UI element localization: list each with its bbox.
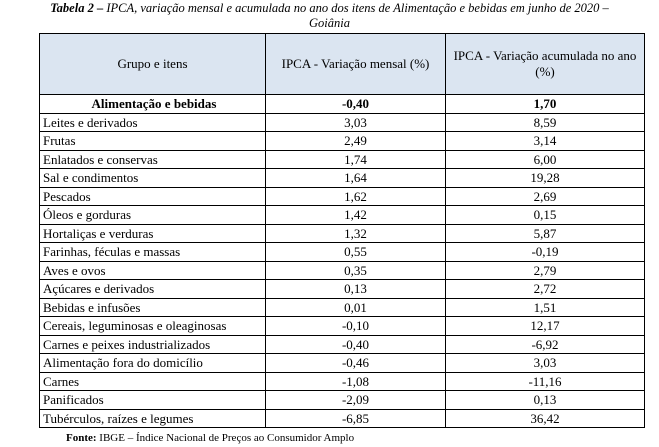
item-mensal: 1,32: [266, 224, 446, 243]
table-source: [66, 432, 354, 445]
item-acumulada: 19,28: [446, 169, 645, 188]
table-row: [40, 280, 645, 299]
item-acumulada: 2,79: [446, 261, 645, 280]
item-mensal: 1,74: [266, 150, 446, 169]
item-name: Alimentação fora do domicílio: [40, 354, 266, 373]
total-name: Alimentação e bebidas: [40, 95, 266, 114]
table-row: [40, 224, 645, 243]
item-acumulada: 12,17: [446, 317, 645, 336]
total-row: [40, 95, 645, 114]
caption-line2: Goiânia: [309, 16, 350, 30]
total-acumulada: 1,70: [446, 95, 645, 114]
item-mensal: -0,10: [266, 317, 446, 336]
table-row: [40, 187, 645, 206]
caption-label: Tabela 2 –: [50, 1, 104, 15]
item-name: Leites e derivados: [40, 113, 266, 132]
header-mensal: IPCA - Variação mensal (%): [266, 34, 446, 95]
item-acumulada: 0,15: [446, 206, 645, 225]
item-name: Sal e condimentos: [40, 169, 266, 188]
table-row: [40, 113, 645, 132]
item-acumulada: 5,87: [446, 224, 645, 243]
item-mensal: 1,42: [266, 206, 446, 225]
item-name: Panificados: [40, 391, 266, 410]
table-header-row: [40, 34, 645, 95]
table-row: [40, 243, 645, 262]
table-row: [40, 391, 645, 410]
item-mensal: 0,35: [266, 261, 446, 280]
item-acumulada: 6,00: [446, 150, 645, 169]
table-row: [40, 298, 645, 317]
item-mensal: -0,40: [266, 335, 446, 354]
item-mensal: -1,08: [266, 372, 446, 391]
item-name: Carnes: [40, 372, 266, 391]
item-acumulada: 1,51: [446, 298, 645, 317]
item-acumulada: 3,03: [446, 354, 645, 373]
item-acumulada: -0,19: [446, 243, 645, 262]
caption-text: IPCA, variação mensal e acumulada no ano dos itens de Alimentação e bebidas em junho de 2020 –: [103, 1, 609, 15]
item-acumulada: 0,13: [446, 391, 645, 410]
item-acumulada: 36,42: [446, 409, 645, 428]
item-mensal: 0,13: [266, 280, 446, 299]
header-acumulada: IPCA - Variação acumulada no ano (%): [446, 34, 645, 95]
source-text: IBGE – Índice Nacional de Preços ao Consumidor Amplo: [96, 432, 355, 444]
item-mensal: 1,62: [266, 187, 446, 206]
table-row: [40, 372, 645, 391]
item-name: Enlatados e conservas: [40, 150, 266, 169]
item-mensal: -2,09: [266, 391, 446, 410]
item-acumulada: -11,16: [446, 372, 645, 391]
item-name: Carnes e peixes industrializados: [40, 335, 266, 354]
table-row: [40, 150, 645, 169]
item-acumulada: 3,14: [446, 132, 645, 151]
item-mensal: 3,03: [266, 113, 446, 132]
item-name: Aves e ovos: [40, 261, 266, 280]
item-mensal: 0,01: [266, 298, 446, 317]
item-name: Cereais, leguminosas e oleaginosas: [40, 317, 266, 336]
table-row: [40, 335, 645, 354]
item-acumulada: -6,92: [446, 335, 645, 354]
table-row: [40, 409, 645, 428]
ipca-table: [39, 33, 645, 428]
item-name: Açúcares e derivados: [40, 280, 266, 299]
item-mensal: -6,85: [266, 409, 446, 428]
item-acumulada: 2,72: [446, 280, 645, 299]
item-acumulada: 8,59: [446, 113, 645, 132]
item-acumulada: 2,69: [446, 187, 645, 206]
item-name: Frutas: [40, 132, 266, 151]
header-grupo: Grupo e itens: [40, 34, 266, 95]
total-mensal: -0,40: [266, 95, 446, 114]
table-caption: [0, 1, 659, 31]
table-row: [40, 261, 645, 280]
item-name: Hortaliças e verduras: [40, 224, 266, 243]
table-row: [40, 317, 645, 336]
item-mensal: 1,64: [266, 169, 446, 188]
table-row: [40, 206, 645, 225]
item-mensal: 2,49: [266, 132, 446, 151]
table-row: [40, 132, 645, 151]
item-name: Bebidas e infusões: [40, 298, 266, 317]
source-label: Fonte:: [66, 432, 97, 444]
item-mensal: -0,46: [266, 354, 446, 373]
item-name: Tubérculos, raízes e legumes: [40, 409, 266, 428]
item-name: Pescados: [40, 187, 266, 206]
item-name: Farinhas, féculas e massas: [40, 243, 266, 262]
item-name: Óleos e gorduras: [40, 206, 266, 225]
table-row: [40, 169, 645, 188]
table-row: [40, 354, 645, 373]
item-mensal: 0,55: [266, 243, 446, 262]
